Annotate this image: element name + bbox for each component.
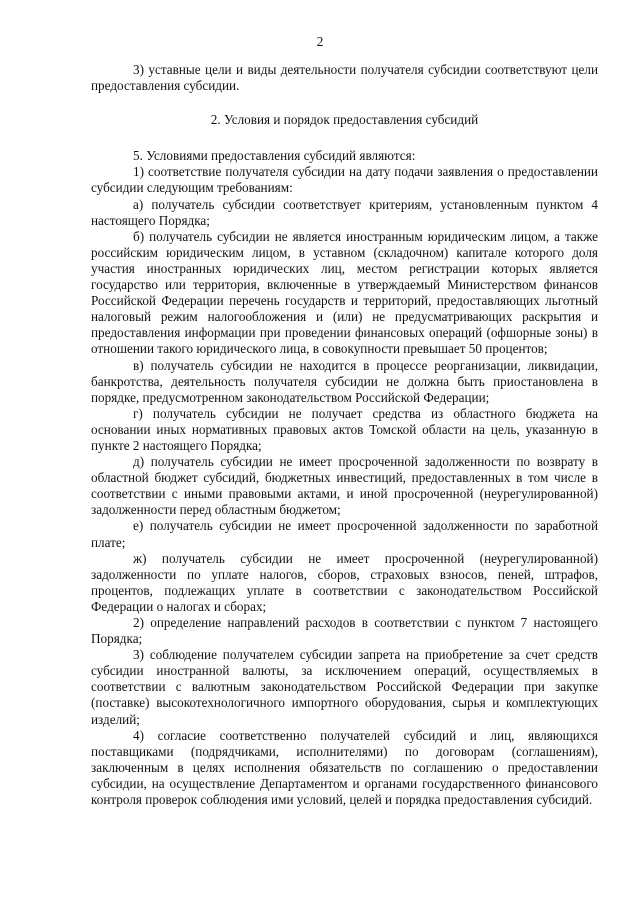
paragraph-2-expense-directions: 2) определение направлений расходов в соответствии с пунктом 7 настоящего Порядка; (91, 615, 598, 647)
paragraph-e-salary-debt: е) получатель субсидии не имеет просроченной задолженности по заработной плате; (91, 518, 598, 550)
paragraph-v-reorganization: в) получатель субсидии не находится в процессе реорганизации, ликвидации, банкротства, деятельность получателя субсидии не должна быть приостановлена в порядке, предусмотренном законодательством Российской Федерации; (91, 357, 598, 405)
paragraph-a-criteria: а) получатель субсидии соответствует критериям, установленным пунктом 4 настоящего Порядка; (91, 196, 598, 228)
paragraph-5-conditions: 5. Условиями предоставления субсидий являются: (133, 148, 416, 164)
paragraph-3-currency-ban: 3) соблюдение получателем субсидии запрета на приобретение за счет средств субсидии иностранной валюты, за исключением операций, осуществляемых в соответствии с валютным законодательством Российской Федерации при закупке (поставке) высокотехнологичного импортного оборудования, сырья и комплектующих изделий; (91, 647, 598, 727)
paragraph-b-foreign-entity: б) получатель субсидии не является иностранным юридическим лицом, а также российским юридическим лицом, в уставном (складочном) капитале которого доля участия иностранных юридических лиц, местом регистрации которых является государство или территория, включенные в утверждаемый Министерством финансов Российской Федерации перечень государств и территорий, предоставляющих льготный налоговый режим налогообложения и (или) не предусматривающих раскрытия и предоставления информации при проведении финансовых операций (офшорные зоны) в отношении такого юридического лица, в совокупности превышает 50 процентов; (91, 228, 598, 357)
paragraph-g-other-funds: г) получатель субсидии не получает средства из областного бюджета на основании иных нормативных правовых актов Томской области на цель, указанную в пункте 2 настоящего Порядка; (91, 405, 598, 453)
paragraph-zh-tax-debt: ж) получатель субсидии не имеет просроченной (неурегулированной) задолженности по уплате налогов, сборов, страховых взносов, пеней, штрафов, процентов, подлежащих уплате в соответствии с законодательством Российской Федерации о налогах и сборах; (91, 550, 598, 614)
paragraph-3-charter-goals: 3) уставные цели и виды деятельности получателя субсидии соответствуют цели предоставления субсидии. (91, 62, 598, 94)
page-number: 2 (316, 34, 324, 49)
document-body (91, 62, 598, 808)
paragraph-d-overdue-debt: д) получатель субсидии не имеет просроченной задолженности по возврату в областной бюджет субсидий, бюджетных инвестиций, предоставленных в том числе в соответствии с иными правовыми актами, и иной просроченной (неурегулированной) задолженности перед областным бюджетом; (91, 454, 598, 518)
paragraph-4-audit-consent: 4) согласие соответственно получателей субсидий и лиц, являющихся поставщиками (подрядчиками, исполнителями) по договорам (соглашениям), заключенным в целях исполнения обязательств по соглашению о предоставлении субсидии, на осуществление Департаментом и органами государственного финансового контроля проверок соблюдения ими условий, целей и порядка предоставления субсидий. (91, 727, 598, 808)
section-heading: 2. Условия и порядок предоставления субсидий (210, 112, 479, 128)
paragraph-1-compliance: 1) соответствие получателя субсидии на дату подачи заявления о предоставлении субсидии следующим требованиям: (91, 164, 598, 196)
